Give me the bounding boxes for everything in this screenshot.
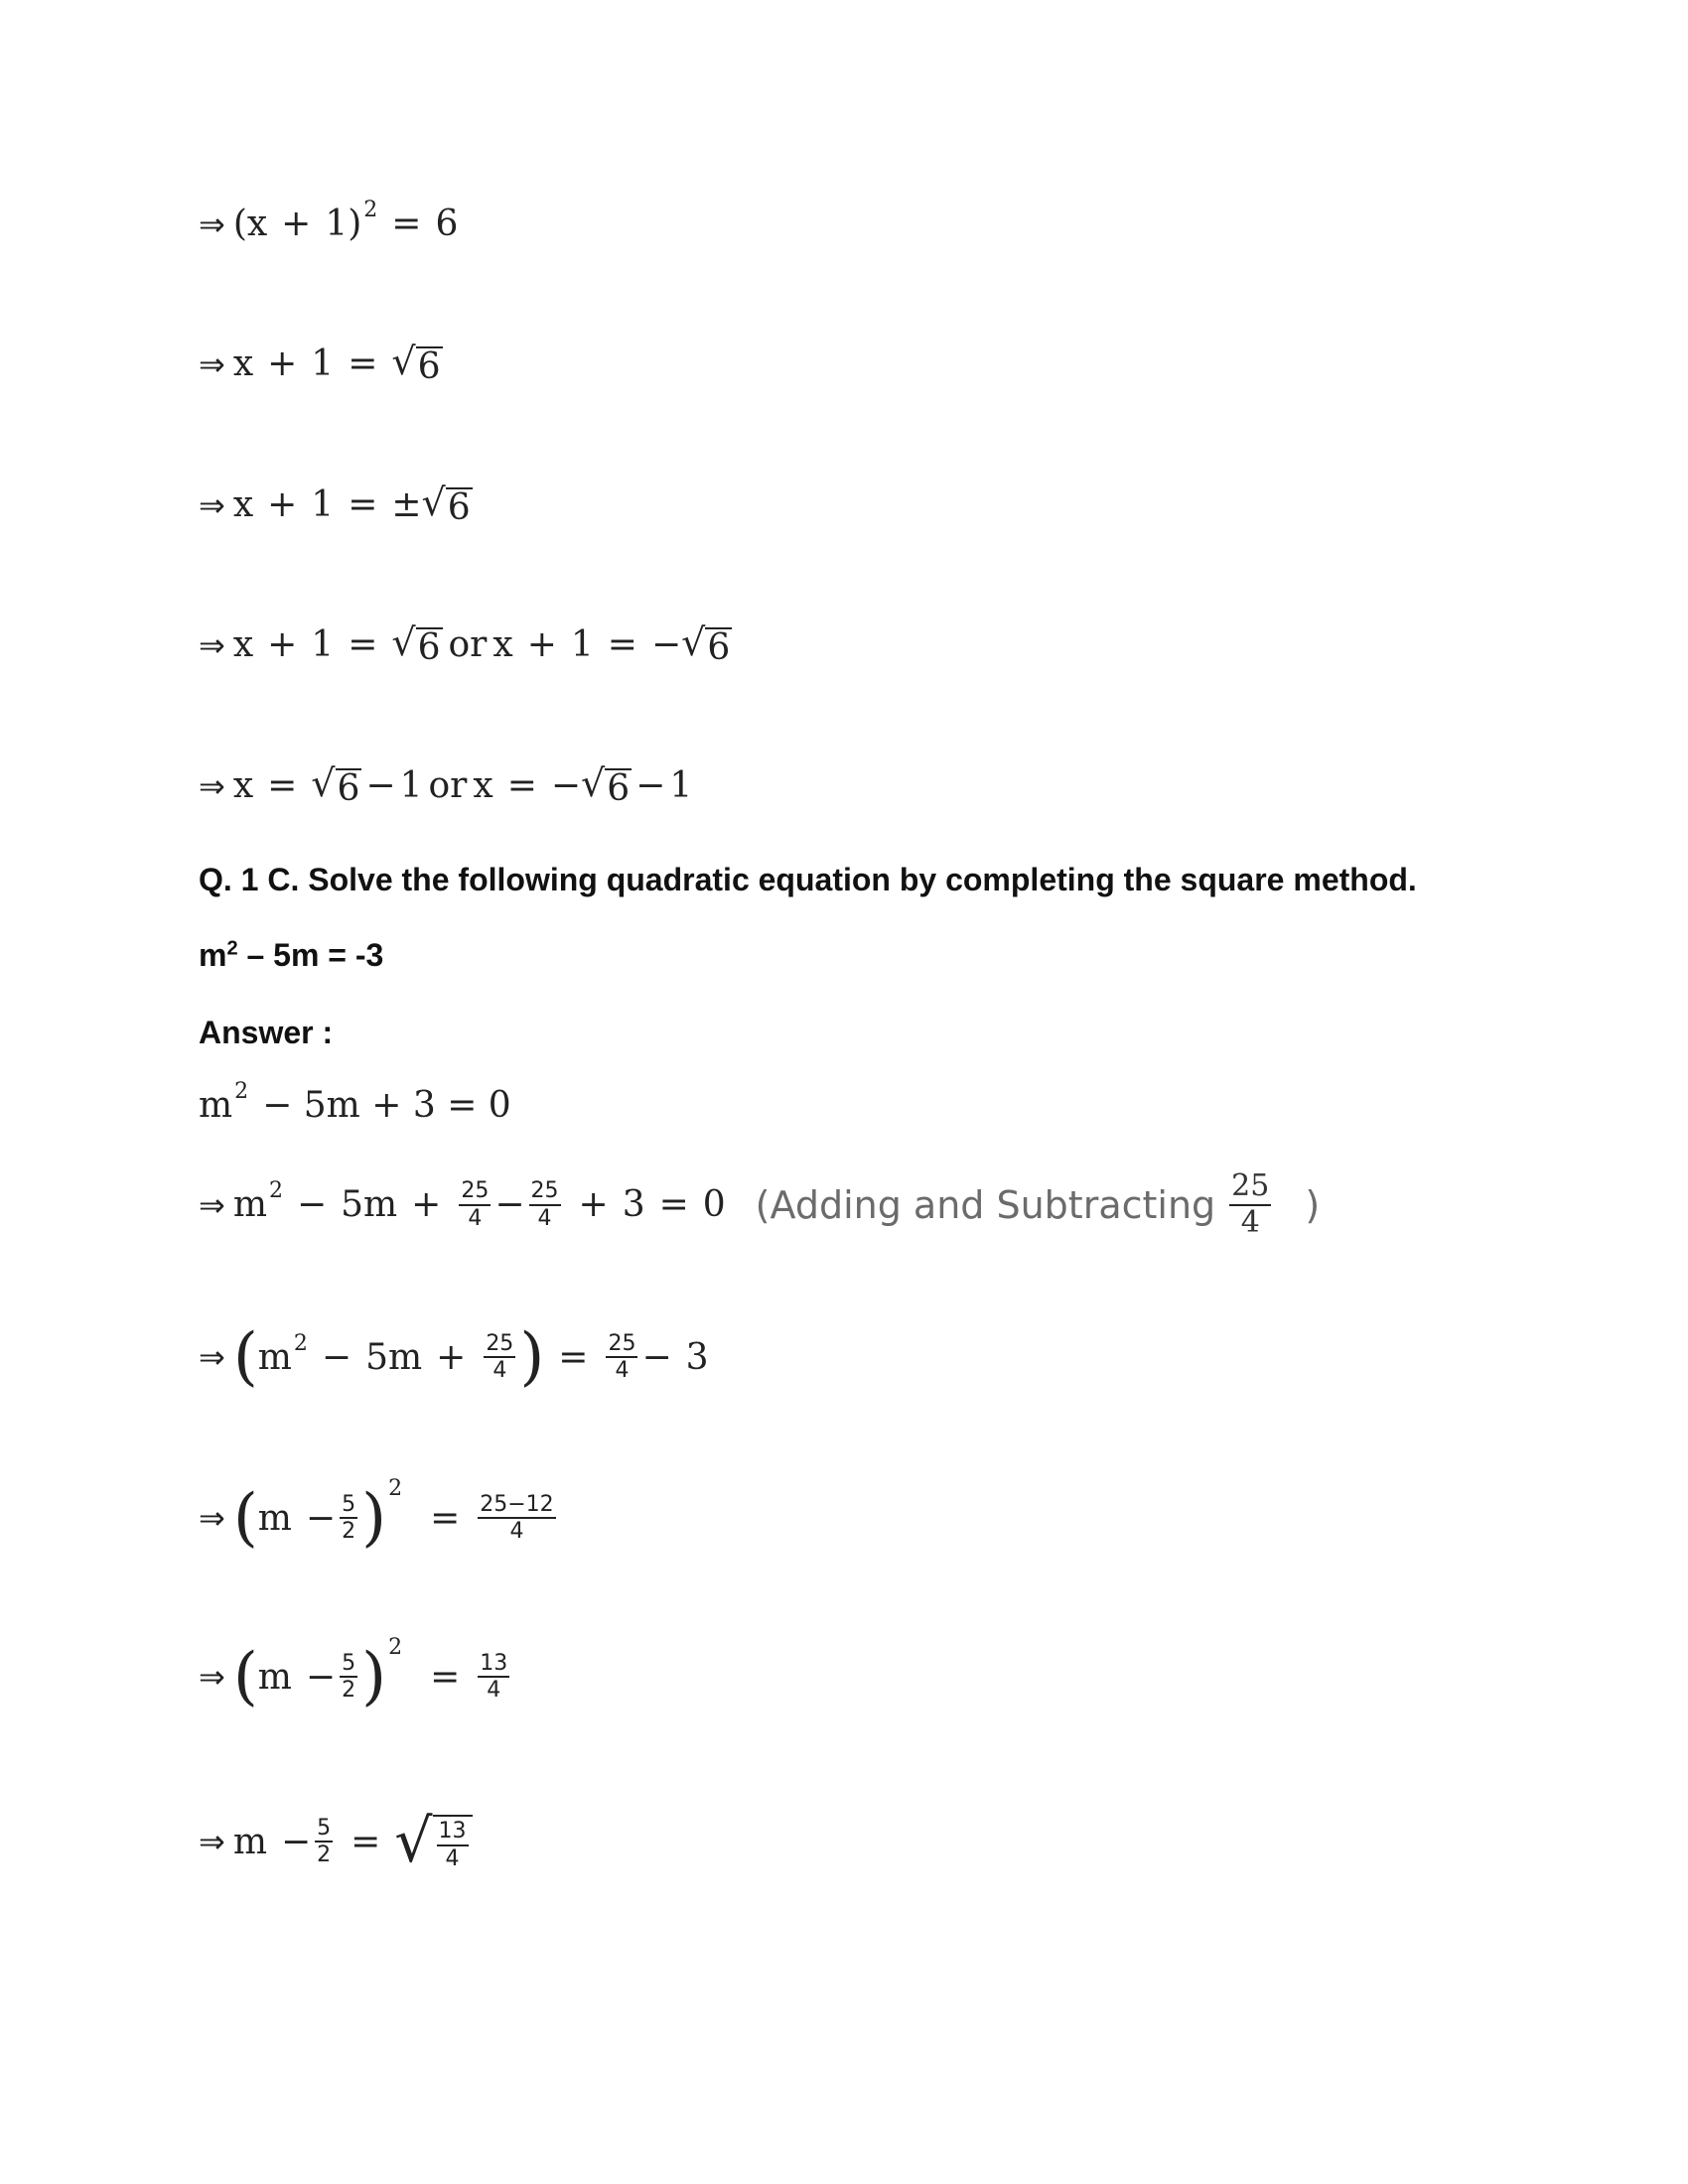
minus-sign: − bbox=[494, 1184, 525, 1225]
equals-sign: = bbox=[267, 765, 298, 807]
numerator: 25 bbox=[529, 1178, 561, 1205]
denominator: 4 bbox=[468, 1205, 483, 1231]
equals-sign: = bbox=[430, 1656, 461, 1698]
var-m: m bbox=[232, 1184, 267, 1225]
solution-line-5 bbox=[199, 1634, 513, 1713]
minus-sign: − bbox=[365, 765, 396, 807]
question-title: Q. 1 C. Solve the following quadratic equation by completing the square method. bbox=[199, 862, 1417, 897]
denominator: 4 bbox=[1240, 1204, 1260, 1240]
plus-sign: + bbox=[267, 624, 298, 666]
var-m: m bbox=[257, 1656, 292, 1698]
or-word: or bbox=[428, 765, 468, 807]
square-root-large bbox=[394, 1807, 472, 1876]
denominator: 4 bbox=[615, 1358, 630, 1383]
radical-icon: √ bbox=[394, 1807, 433, 1876]
var-x: x bbox=[473, 765, 493, 807]
big-paren-open: ( bbox=[232, 1481, 258, 1555]
big-paren-open: ( bbox=[232, 1640, 258, 1713]
implies-arrow: ⇒ bbox=[199, 1823, 225, 1860]
var-x: x bbox=[232, 343, 254, 385]
equals-sign: = bbox=[351, 1821, 381, 1862]
minus-sign: − bbox=[280, 1821, 312, 1862]
square-root bbox=[391, 342, 442, 386]
var-x: x bbox=[492, 624, 513, 666]
radicand: 6 bbox=[607, 768, 631, 809]
plus-sign: + bbox=[578, 1184, 609, 1225]
adding-subtracting-note: (Adding and Subtracting bbox=[755, 1182, 1216, 1227]
number: 1 bbox=[311, 343, 335, 385]
question-equation bbox=[199, 937, 383, 974]
equals-sign: = bbox=[607, 624, 637, 666]
equals-sign: = bbox=[430, 1497, 461, 1539]
equation-rest: – 5m = -3 bbox=[237, 937, 384, 973]
big-paren-close: ) bbox=[361, 1481, 387, 1555]
equation-base: m bbox=[199, 937, 227, 973]
square-root bbox=[581, 761, 632, 809]
radical-icon: √ bbox=[421, 480, 446, 524]
minus-sign: − bbox=[305, 1656, 337, 1698]
var-m: m bbox=[257, 1497, 292, 1539]
step-line-3 bbox=[199, 480, 473, 528]
minus-sign: − bbox=[635, 765, 666, 807]
note-close-paren: ) bbox=[1305, 1182, 1321, 1227]
square-root bbox=[391, 620, 442, 668]
var-x: x bbox=[232, 484, 254, 526]
var-m: m bbox=[199, 1085, 233, 1126]
minus-sign: − bbox=[321, 1336, 352, 1378]
radicand: 6 bbox=[707, 627, 731, 668]
number: 3 bbox=[685, 1336, 709, 1378]
number: 0 bbox=[702, 1184, 726, 1225]
plus-sign: + bbox=[267, 343, 298, 385]
numerator: 5 bbox=[340, 1492, 357, 1519]
var-x: x bbox=[232, 624, 254, 666]
numerator: 25 bbox=[606, 1331, 637, 1358]
big-paren-close: ) bbox=[361, 1640, 387, 1713]
step-line-5 bbox=[199, 761, 693, 809]
exponent: 2 bbox=[293, 1330, 308, 1356]
solution-line-1 bbox=[199, 1079, 511, 1126]
denominator: 2 bbox=[342, 1678, 356, 1703]
paren-close: ) bbox=[348, 204, 362, 244]
numerator: 25 bbox=[459, 1178, 491, 1205]
implies-arrow: ⇒ bbox=[199, 1185, 225, 1224]
step-line-4 bbox=[199, 620, 732, 668]
square-root bbox=[311, 761, 361, 809]
solution-line-4 bbox=[199, 1475, 560, 1555]
minus-sign: − bbox=[296, 1184, 328, 1225]
step-line-2 bbox=[199, 342, 443, 386]
radicand: 6 bbox=[337, 768, 360, 809]
denominator: 2 bbox=[317, 1843, 332, 1867]
radical-icon: √ bbox=[681, 620, 706, 664]
equals-sign: = bbox=[558, 1336, 589, 1378]
number: 1 bbox=[669, 765, 693, 807]
plus-sign: + bbox=[281, 204, 312, 244]
exponent: 2 bbox=[268, 1178, 283, 1203]
denominator: 2 bbox=[342, 1519, 356, 1544]
minus-sign: − bbox=[305, 1497, 337, 1539]
equation-rest: − 5m + 3 = 0 bbox=[262, 1085, 511, 1126]
exponent: 2 bbox=[388, 1634, 403, 1660]
radical-icon: √ bbox=[391, 620, 416, 664]
equals-sign: = bbox=[391, 204, 422, 244]
square-root bbox=[681, 620, 732, 668]
radicand: 6 bbox=[417, 346, 441, 387]
radical-icon: √ bbox=[581, 761, 606, 805]
minus-sign: − bbox=[650, 624, 682, 666]
fraction-25-4 bbox=[529, 1178, 561, 1231]
term-5m: 5m bbox=[341, 1184, 398, 1225]
minus-sign: − bbox=[550, 765, 582, 807]
fraction-5-2 bbox=[315, 1816, 333, 1868]
number: 1 bbox=[399, 765, 423, 807]
fraction-13-4 bbox=[437, 1819, 469, 1871]
numerator: 25 bbox=[484, 1331, 515, 1358]
big-paren-close: ) bbox=[519, 1320, 545, 1394]
minus-sign: − bbox=[641, 1336, 672, 1378]
number: 1 bbox=[325, 204, 349, 244]
big-paren-open: ( bbox=[232, 1320, 258, 1394]
denominator: 4 bbox=[445, 1845, 460, 1871]
numerator: 13 bbox=[437, 1819, 469, 1845]
exponent: 2 bbox=[363, 198, 378, 222]
denominator: 4 bbox=[509, 1519, 524, 1544]
fraction-5-2 bbox=[340, 1651, 357, 1704]
fraction-25-4 bbox=[484, 1331, 515, 1384]
var-m: m bbox=[257, 1336, 292, 1378]
implies-arrow: ⇒ bbox=[199, 766, 225, 805]
exponent: 2 bbox=[388, 1475, 403, 1501]
implies-arrow: ⇒ bbox=[199, 1658, 225, 1696]
implies-arrow: ⇒ bbox=[199, 485, 225, 524]
answer-label: Answer : bbox=[199, 1015, 334, 1050]
fraction-25-minus-12-over-4 bbox=[478, 1492, 555, 1545]
plus-sign: + bbox=[526, 624, 557, 666]
radical-icon: √ bbox=[311, 761, 336, 805]
solution-line-6 bbox=[199, 1807, 473, 1876]
numerator: 5 bbox=[340, 1651, 357, 1678]
plus-minus-sign: ± bbox=[391, 484, 422, 526]
solution-line-2 bbox=[199, 1169, 1320, 1240]
plus-sign: + bbox=[436, 1336, 467, 1378]
equation-exponent: 2 bbox=[226, 937, 238, 960]
denominator: 4 bbox=[487, 1678, 501, 1703]
fraction-25-4 bbox=[606, 1331, 637, 1384]
equals-sign: = bbox=[658, 1184, 689, 1225]
numerator: 25 bbox=[1229, 1169, 1271, 1206]
plus-sign: + bbox=[267, 484, 298, 526]
equals-sign: = bbox=[348, 624, 378, 666]
number: 1 bbox=[570, 624, 594, 666]
var-x: x bbox=[232, 765, 254, 807]
exponent: 2 bbox=[234, 1079, 249, 1104]
number: 1 bbox=[311, 484, 335, 526]
implies-arrow: ⇒ bbox=[199, 1338, 225, 1376]
equals-sign: = bbox=[348, 343, 378, 385]
equals-sign: = bbox=[348, 484, 378, 526]
var-x: x bbox=[246, 204, 268, 244]
denominator: 4 bbox=[537, 1205, 552, 1231]
implies-arrow: ⇒ bbox=[199, 205, 225, 243]
implies-arrow: ⇒ bbox=[199, 344, 225, 383]
implies-arrow: ⇒ bbox=[199, 1499, 225, 1537]
solution-line-3 bbox=[199, 1320, 709, 1394]
fraction-25-4-note bbox=[1229, 1169, 1271, 1240]
implies-arrow: ⇒ bbox=[199, 625, 225, 664]
numerator: 13 bbox=[478, 1651, 509, 1678]
number: 1 bbox=[311, 624, 335, 666]
equals-sign: = bbox=[506, 765, 537, 807]
numerator: 5 bbox=[315, 1816, 333, 1843]
plus-sign: + bbox=[411, 1184, 442, 1225]
radical-icon: √ bbox=[391, 340, 416, 383]
step-line-1 bbox=[199, 198, 459, 244]
var-m: m bbox=[232, 1821, 267, 1862]
radicand: 6 bbox=[447, 487, 471, 528]
number: 6 bbox=[435, 204, 459, 244]
fraction-25-4 bbox=[459, 1178, 491, 1231]
radicand bbox=[433, 1815, 473, 1871]
term-5m: 5m bbox=[365, 1336, 423, 1378]
fraction-5-2 bbox=[340, 1492, 357, 1545]
denominator: 4 bbox=[492, 1358, 507, 1383]
numerator: 25−12 bbox=[478, 1492, 555, 1519]
paren-open: ( bbox=[232, 204, 247, 244]
or-word: or bbox=[448, 624, 488, 666]
square-root bbox=[421, 480, 473, 528]
fraction-13-4 bbox=[478, 1651, 509, 1704]
number: 3 bbox=[622, 1184, 645, 1225]
radicand: 6 bbox=[417, 627, 441, 668]
